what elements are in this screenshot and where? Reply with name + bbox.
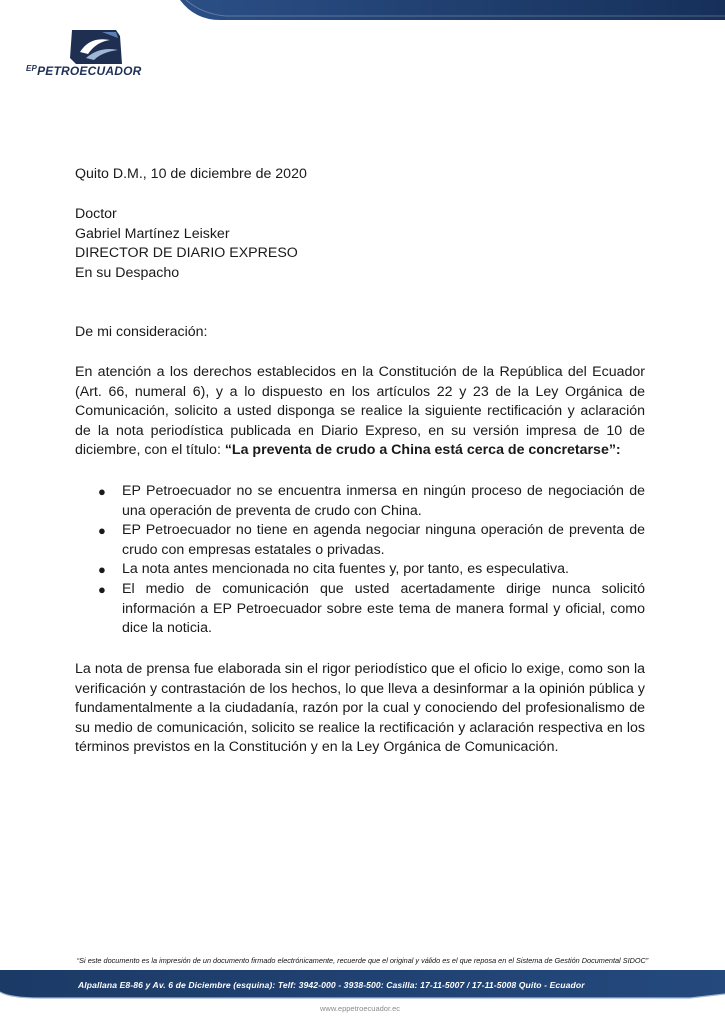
bullet-icon: ●: [98, 484, 106, 499]
recipient-name: Gabriel Martínez Leisker: [75, 225, 230, 242]
recipient-position: DIRECTOR DE DIARIO EXPRESO: [75, 245, 298, 262]
recipient-block: [75, 205, 645, 283]
list-item: ● EP Petroecuador no se encuentra inmersa en ningún proceso de negociación de una operación de preventa de crudo con China.: [98, 483, 645, 519]
bullet-icon: ●: [98, 581, 106, 597]
footer-band: [0, 970, 725, 1024]
paragraph-conclusion: La nota de prensa fue elaborada sin el rigor periodístico que el oficio lo exige, como son la verificación y contrastación de los hechos, lo que lleva a desinformar a la opinión pública y fundamentalmente a la ciudadanía, razón por la cual y conociendo del profesionalismo de su medio de comunicación, solicito se realice la rectificación y aclaración respectiva en los términos previstos en la Constitución y en la Ley Orgánica de Comunicación.: [75, 661, 645, 756]
list-item: ● EP Petroecuador no tiene en agenda negociar ninguna operación de preventa de crudo con empresas estatales o privadas.: [98, 522, 645, 558]
footer-website-link[interactable]: www.eppetroecuador.ec: [320, 1004, 401, 1013]
recipient-office: En su Despacho: [75, 264, 180, 281]
header-band: [180, 0, 725, 22]
footer-address: Alpallana E8-86 y Av. 6 de Diciembre (esquina): Telf: 3942-000 - 3938-500: Casilla: 17-11-5007 / 17-11-5008 Quito - Ecuador: [78, 980, 585, 990]
bullet-icon: ●: [98, 523, 106, 539]
recipient-title: Doctor: [75, 206, 117, 222]
article-title: “La preventa de crudo a China está cerca de concretarse”:: [224, 442, 621, 459]
bullet-icon: ●: [98, 562, 106, 578]
list-item: ● El medio de comunicación que usted acertadamente dirige nunca solicitó información a EP Petroecuador sobre este tema de manera formal y oficial, como dice la noticia.: [98, 580, 645, 637]
greeting: De mi consideración:: [75, 324, 208, 340]
clarification-list: [75, 482, 645, 639]
footer-disclaimer: “Si este documento es la impresión de un documento firmado electrónicamente, recuerde que el original y válido es el que reposa en el Sistema de Gestión Documental SIDOC”: [76, 956, 649, 965]
list-item: ● La nota antes mencionada no cita fuentes y, por tanto, es especulativa.: [75, 560, 645, 580]
paragraph-request-text: En atención a los derechos establecidos en la Constitución de la República del Ecuador (Art. 66, numeral 6), y a lo dispuesto en los artículos 22 y 23 de la Ley Orgánica de Comunicación, solicito a usted disponga se realice la siguiente rectificación y aclaración de la nota periodística publicada en Diario Expreso, en su versión impresa de 10 de diciembre, con el título:: [75, 364, 645, 459]
paragraph-request: [75, 363, 645, 461]
letter-date: Quito D.M., 10 de diciembre de 2020: [75, 166, 307, 182]
logo-wordmark: $^{EP}$PETROECUADOR: [26, 64, 142, 78]
